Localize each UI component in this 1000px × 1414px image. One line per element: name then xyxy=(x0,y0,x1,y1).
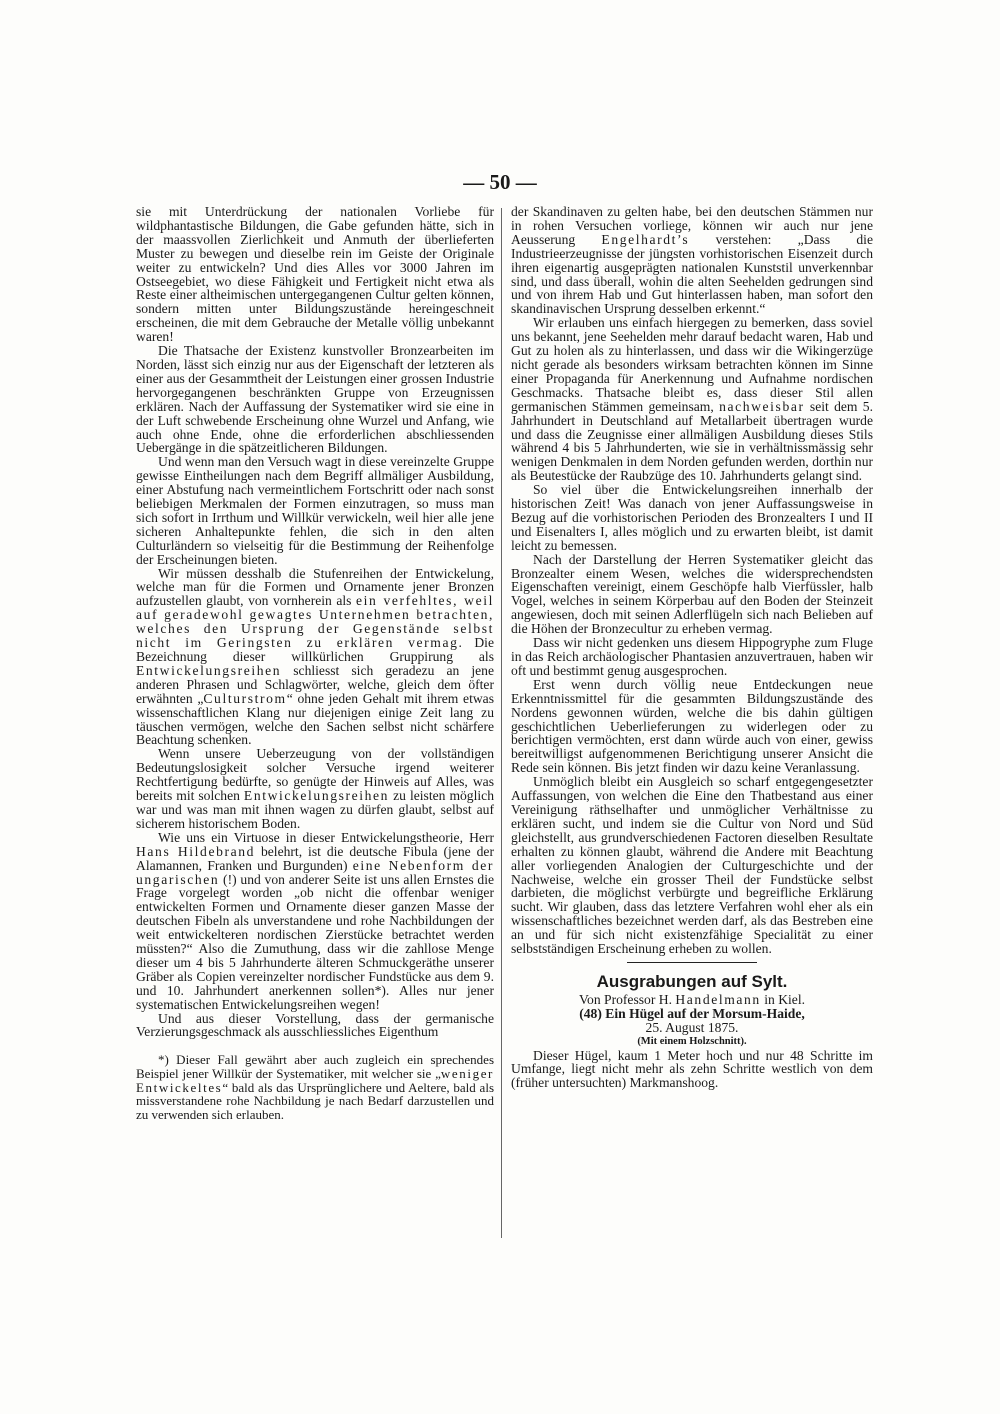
text-run: der Skandinaven zu gelten habe, bei den deutschen Stämmen nur in rohen Versuchen vorliege, können wir auch nur jene Aeusserung xyxy=(511,204,873,247)
article-body: Dieser Hügel, kaum 1 Meter hoch und nur 48 Schritte im Umfange, liegt nicht mehr als zehn Schritte westlich von dem (früher untersuchten) Markmanshoog. xyxy=(511,1047,873,1091)
paragraph: Und aus dieser Vorstellung, dass der germanische Verzierungsgeschmack als ausschliessliches Eigenthum xyxy=(136,1010,494,1040)
spaced-emphasis: weniger Entwickeltes xyxy=(136,1065,494,1095)
text-run: in Kiel. xyxy=(760,991,806,1007)
article-subtitle: (48) Ein Hügel auf der Morsum-Haide, xyxy=(579,1005,805,1021)
paragraph xyxy=(136,747,494,830)
author-name: Handelmann xyxy=(675,991,761,1007)
text-run: Von Professor H. xyxy=(578,991,676,1007)
text-run: Wir müssen desshalb die Stufenreihen der Entwickelung, welche man für die Formen und Ornamente jener Bronzen aufzustellen glaubt, von vornherein als xyxy=(136,565,494,609)
text-run: Wie uns ein Virtuose in dieser Entwickelungstheorie, Herr xyxy=(158,829,494,845)
paragraph xyxy=(511,316,873,483)
paragraph: So viel über die Entwickelungsreihen innerhalb der historischen Zeit! Was danach von jener Auffassungsweise in Bezug auf die vorhistorischen Perioden des Bronzealters I und II und Eisenalters I, alles möglich und zu erwarten bleibt, ist damit leicht zu bemessen. xyxy=(511,482,873,553)
article-date: 25. August 1875. xyxy=(645,1019,739,1035)
paragraph: Erst wenn durch völlig neue Entdeckungen neue Erkenntnissmittel für die gesammten Bildungszustände des Nordens gewonnen würden, welche die bis dahin gültigen geschichtlichen Ueberlieferungen zu widerlegen oder zu berichtigen vermöchten, erst dann würde auch von einer, gewiss bereitwilligst aufgenommenen Berichtigung unserer Ansicht die Rede sein können. Bis jetzt finden wir dazu keine Veranlassung. xyxy=(511,676,873,776)
spaced-emphasis: eine Nebenform der ungarischen xyxy=(136,857,495,887)
spaced-emphasis: Engelhardt’s xyxy=(601,231,690,247)
spaced-emphasis: Culturstrom xyxy=(203,690,287,706)
section-separator xyxy=(627,962,757,963)
text-run: “ bald als das Ursprünglichere und Aeltere, bald als missverstandene rohe Nachbildung je nach Bedarf darzustellen und zu verwenden sich erlauben. xyxy=(136,1079,494,1122)
article-author xyxy=(511,993,873,1007)
text-run: belehrt, ist die deutsche Fibula (jene der Alamannen, Franken und Burgunden) xyxy=(136,843,494,873)
paragraph: sie mit Unterdrückung der nationalen Vorliebe für wildphantastische Bildungen, die Gabe gefunden hätte, sich in der maassvollen Zierlichkeit und Anmuth der überlieferten Muster zu bewegen und dieselbe rein im Geiste der Originale weiter zu entwickeln? Und dies Alles vor 3000 Jahren im Ostseegebiet, wo diese Fähigkeit und Fertigkeit nicht etwa als Reste einer altheimischen untergegangenen Cultur gelten können, sondern mitten unter Bildungszustände hereingeschneit erscheinen, die mit dem Gebrauche der Metalle völlig unbekannt waren! xyxy=(136,204,494,345)
text-run: seit dem 5. Jahrhundert in Deutschland auf Metallarbeit übertragen wurde und dass die Zeugnisse einer allmäligen Ausbildung dieses Stils während 4 bis 5 Jahrhunderten, wie sie in verhältnissmässig sehr wenigen Denkmalen in dem Norden gefunden werden, dorthin nur als Beutestücke der Raubzüge des 10. Jahrhunderts gelangt sind. xyxy=(511,398,874,484)
text-run: Wenn unsere Ueberzeugung von der vollständigen Bedeutungslosigkeit solcher Versuche irgend weiterer Rechtfertigung bedürfte, so genügte der Hinweis auf Alles, was bereits mit solchen xyxy=(136,746,494,804)
text-run: (!) und von anderer Seite ist uns allen Ernstes die Frage vorgelegt worden „ob nicht die offenbar weniger entwickelten Formen und Ornamente dieser ganzen Masse der deutschen Fibeln als unverstandene und rohe Nachbildungen der weit entwickelteren nordischen Zierstücke betrachtet werden müssten?“ Also die Zumuthung, dass wir die zahllose Menge dieser um 4 bis 5 Jahrhunderte älteren Schmuckgeräthe unserer Gräber als Copien vereinzelter nordischer Fundstücke aus dem 9. und 10. Jahrhundert anerkennen sollen*). Alles nur jener systematischen Entwickelungsreihen wegen! xyxy=(136,871,494,1012)
paragraph xyxy=(136,567,494,748)
spaced-emphasis: ein verfehltes, weil auf geradewohl gewagtes Unternehmen betrachten, welches den Ursprung der Gegenstände selbst nicht im Geringsten zu erklären vermag xyxy=(136,593,494,651)
spaced-emphasis: Entwickelungsreihen xyxy=(136,662,282,678)
text-run: Wir erlauben uns einfach hiergegen zu bemerken, dass soviel uns bekannt, jene Seehelden mehr darauf bedacht waren, Hab und Gut zu holen als zu hinterlassen, und dass wir die Wikingerzüge nicht gerade als besonders wirksam betrachten können im Sinne einer Propaganda für Anerkennung und Aufnahme nordischen Geschmacks. Thatsache bleibt es, dass dieser Stil allen germanischen Stämmen gemeinsam, xyxy=(511,315,873,414)
paragraph xyxy=(511,205,873,316)
spaced-emphasis: nachweisbar xyxy=(719,398,805,414)
text-run: zu leisten möglich war und was man mit ihnen wagen zu dürfen glaubt, selbst auf sicherem historischem Boden. xyxy=(136,788,494,831)
paragraph: Nach der Darstellung der Herren Systematiker gleicht das Bronzealter einem Wesen, welches die widersprechendsten Eigenschaften vereinigt, einem Geschöpfe halb Vierfüssler, halb Vogel, welches in seinem Körperbau auf den Boden der Steinzeit angewiesen, doch mit seinen Adlerflügeln sich nach Belieben auf die Höhen der Bronzecultur zu erheben vermag. xyxy=(511,551,873,637)
left-column xyxy=(136,205,494,1121)
spaced-emphasis: Hans Hildebrand xyxy=(136,843,256,859)
text-run: verstehen: „Dass die Industrieerzeugnisse der jüngsten vorhistorischen Eisenzeit durch ihren eigenartig ausgeprägten nationalen Kunststil unverkennbar sind, und dass überall, wohin die alten Seehelden gedrungen sind und von ihrem Hab und Gut hinterlassen haben, man sofort den skandinavischen Ursprung desselben erkennt.“ xyxy=(511,231,873,317)
page-number: — 50 — xyxy=(463,170,537,194)
paragraph: Dass wir nicht gedenken uns diesem Hippogryphe zum Fluge in das Reich archäologischer Phantasien anzuvertrauen, haben wir oft und bestimmt genug ausgesprochen. xyxy=(511,635,873,678)
paragraph xyxy=(136,831,494,1012)
text-run: “ ohne jeden Gehalt mit ihrem etwas wissenschaftlichen Klang nur diejenigen einige Zeit lang zu täuschen vermögen, welche den Sachen selbst nicht schärfere Beachtung schenken. xyxy=(136,690,495,748)
paragraph: Unmöglich bleibt ein Ausgleich so scharf entgegengesetzter Auffassungen, von welchen die Eine den Thatbestand aus einer Vereinigung räthselhafter und unmöglicher Verhältnisse zu erklären sucht, und indem sie die Cultur von Nord und Süd gleichstellt, aus grundverschiedenen Factoren dieselben Resultate erhalten zu können glaubt, während die Andere mit Beachtung aller vorliegenden Analogien der Culturgeschichte und der Nachweise, welche ein grosser Theil der Fundstücke selbst darbieten, die möglichst verbürgte und begreifliche Erklärung sucht. Wir glauben, dass das letztere Verfahren wohl eher als ein wissenschaftliches bezeichnet werden darf, als das Bestreben eine an und für sich nicht existenzfähige Specialität zu einer selbstständigen Erscheinung erheben zu wollen. xyxy=(511,774,873,957)
text-run: . Die Bezeichnung dieser willkürlichen Gruppirung als xyxy=(136,635,494,664)
article-note: (Mit einem Holzschnitt). xyxy=(637,1035,747,1047)
article-title: Ausgrabungen auf Sylt. xyxy=(596,971,788,991)
text-run: *) Dieser Fall gewährt aber auch zugleich ein sprechendes Beispiel jener Willkür der Systematiker, mit welcher sie „ xyxy=(136,1052,494,1081)
paragraph: Und wenn man den Versuch wagt in diese vereinzelte Gruppe gewisse Eintheilungen nach dem Begriff allmäliger Ausbildung, einer Abstufung nach vermeintlichem Fortschritt oder nach sonst beliebigen Merkmalen der Formen einzutragen, so muss man sich sofort in Irrthum und Willkür verwickeln, weil hier alle jene sicheren Anhaltepunkte fehlen, die sich in den alten Culturländern so vielseitig für die Bestimmung der Reihenfolge der Erscheinungen bieten. xyxy=(136,454,494,567)
paragraph: Die Thatsache der Existenz kunstvoller Bronzearbeiten im Norden, lässt sich einzig nur aus der Eigenschaft der letzteren als einer aus der Gesammtheit der Leistungen einer grossen Industrie hervorgegangenen beschränkten Gruppe von Erzeugnissen erklären. Nach der Auffassung der Systematiker wird sie eine in der Luft schwebende Erscheinung ohne Wurzel und Anfang, wie auch ohne Ende, ohne die erforderlichen abschliessenden Uebergänge in die spätzeitlicheren Bildungen. xyxy=(136,343,494,456)
column-divider xyxy=(501,208,502,1238)
footnote xyxy=(136,1053,494,1121)
text-run: schliesst sich geradezu an jene anderen Phrasen und Schlagwörter, welche, gleich dem öfter erwähnten „ xyxy=(136,662,494,706)
spaced-emphasis: Entwickelungsreihen xyxy=(243,788,390,804)
right-column xyxy=(511,205,873,1090)
